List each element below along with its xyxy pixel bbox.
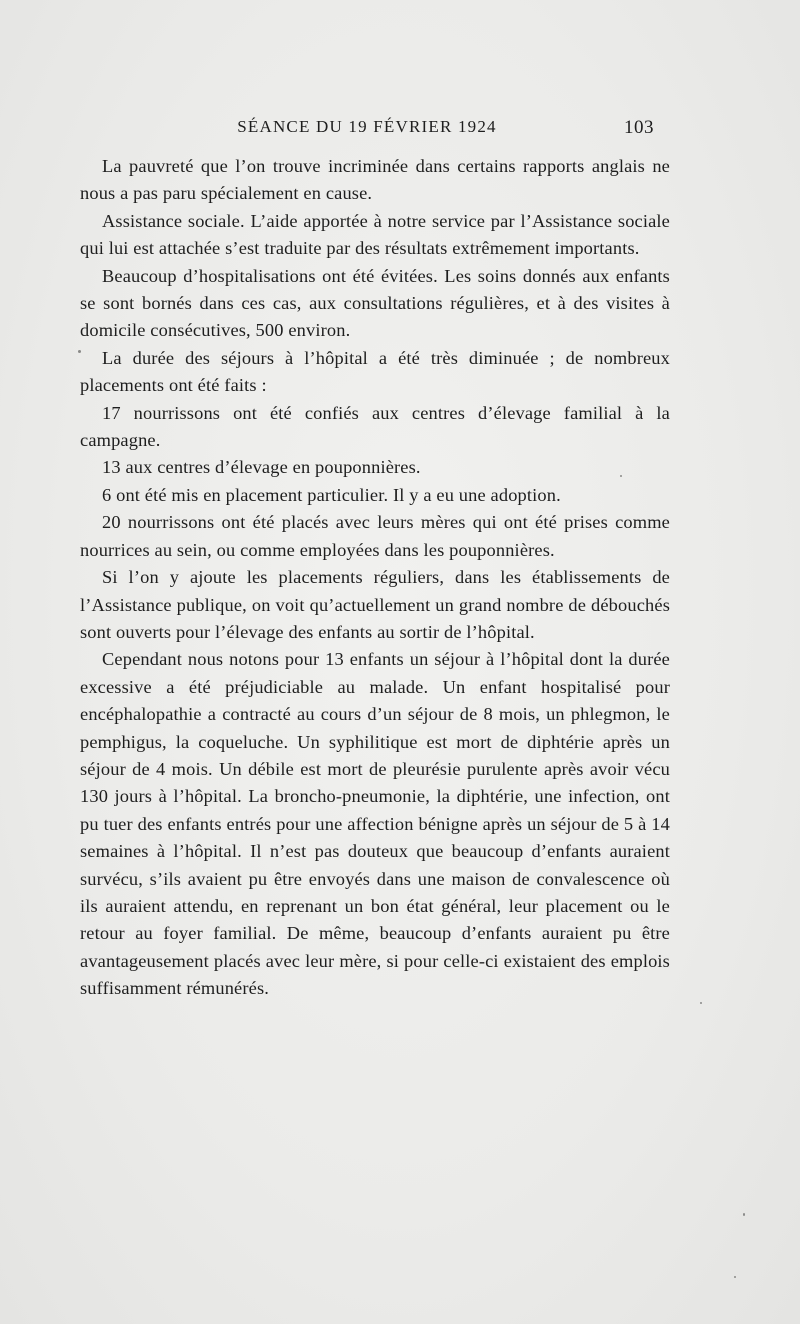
running-head-title: SÉANCE DU 19 FÉVRIER 1924 bbox=[237, 117, 497, 136]
paragraph-7: 6 ont été mis en placement particulier. Il y a eu une adoption. bbox=[102, 484, 561, 505]
body-text bbox=[80, 153, 670, 1003]
paragraph-1: La pauvreté que l’on trouve incriminée dans certains rapports anglais ne nous a pas paru spécialement en cause. bbox=[80, 156, 670, 204]
paragraph-10: Cependant nous notons pour 13 enfants un séjour à l’hôpital dont la durée excessive a été préjudiciable au malade. Un enfant hospitalisé pour encéphalopathie a contracté au cours d’un séjour de 8 mois, un phlegmon, le pemphigus, la coqueluche. Un syphilitique est mort de diphtérie après un séjour de 4 mois. Un débile est mort de pleurésie purulente après avoir vécu 130 jours à l’hôpital. La broncho-pneumonie, la diphtérie, une infection, ont pu tuer des enfants entrés pour une affection bénigne après un séjour de 5 à 14 semaines à l’hôpital. Il n’est pas douteux que beaucoup d’enfants auraient survécu, s’ils avaient pu être envoyés dans une maison de convalescence où ils auraient attendu, en reprenant un bon état général, leur placement ou le retour au foyer familial. De même, beaucoup d’enfants auraient pu être avantageusement placés avec leur mère, si pour celle-ci existaient des emplois suffisamment rémunérés. bbox=[80, 649, 670, 999]
paragraph-4: La durée des séjours à l’hôpital a été très diminuée ; de nombreux placements ont été faits : bbox=[80, 347, 670, 396]
paragraph-2: Assistance sociale. L’aide apportée à notre service par l’Assistance sociale qui lui est attachée s’est traduite par des résultats extrêmement importants. bbox=[80, 210, 670, 259]
paragraph-9: Si l’on y ajoute les placements réguliers, dans les établissements de l’Assistance publique, on voit qu’actuellement un grand nombre de débouchés sont ouverts pour l’élevage des enfants au sortir de l’hôpital. bbox=[80, 567, 670, 642]
paragraph-6: 13 aux centres d’élevage en pouponnières. bbox=[102, 457, 421, 478]
running-head bbox=[80, 117, 654, 141]
page-number: 103 bbox=[624, 117, 654, 138]
scan-speck bbox=[78, 350, 81, 353]
scan-speck bbox=[743, 1213, 745, 1216]
paragraph-3: Beaucoup d’hospitalisations ont été évitées. Les soins donnés aux enfants se sont bornés dans ces cas, aux consultations régulières, et à des visites à domicile consécutives, 500 environ. bbox=[80, 265, 670, 341]
scan-speck bbox=[700, 1002, 702, 1004]
scan-speck bbox=[734, 1276, 736, 1278]
scan-speck bbox=[620, 475, 622, 477]
paragraph-8: 20 nourrissons ont été placés avec leurs mères qui ont été prises comme nourrices au sein, ou comme employées dans les pouponnières. bbox=[80, 512, 670, 560]
paragraph-5: 17 nourrissons ont été confiés aux centres d’élevage familial à la campagne. bbox=[80, 402, 670, 451]
